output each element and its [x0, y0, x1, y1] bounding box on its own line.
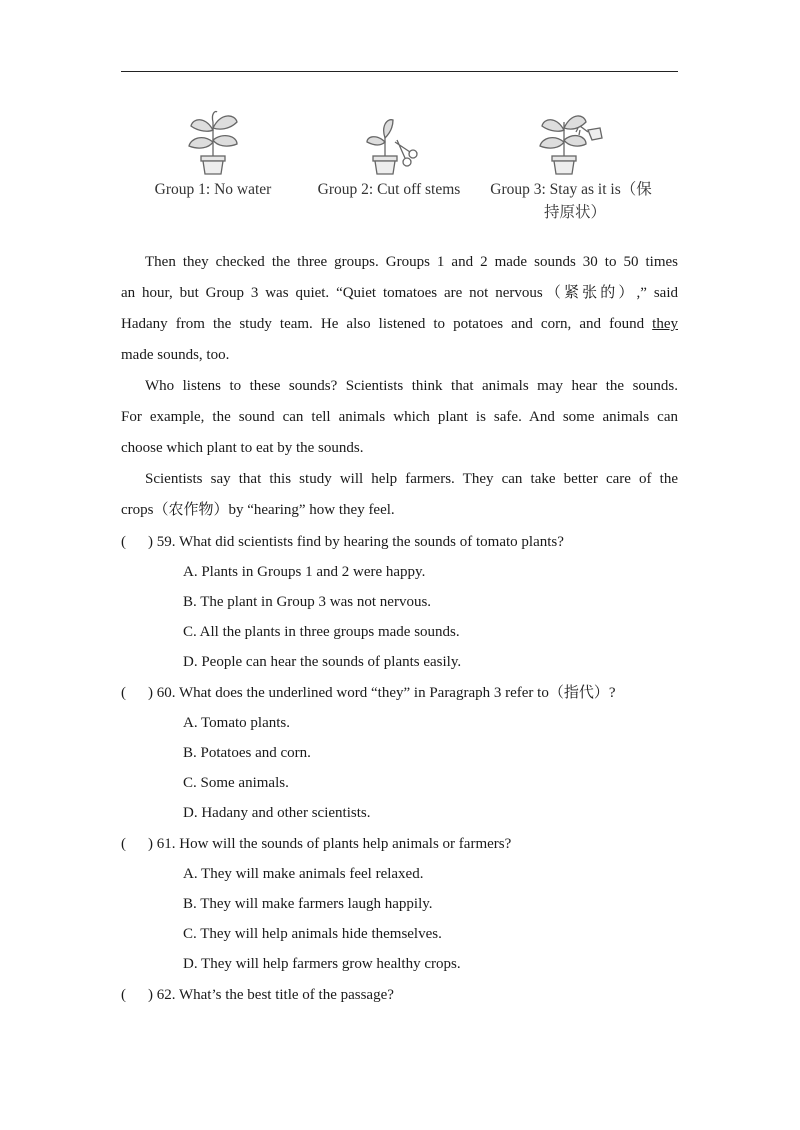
figure-caption-continued: 持原状） [543, 204, 606, 221]
text-line: For example, the sound can tell animals which plant is safe. And some animals can [121, 409, 678, 425]
answer-blank-close: ) [148, 987, 153, 1003]
option-b: B. They will make farmers laugh happily. [183, 896, 433, 912]
answer-blank-open[interactable]: ( [121, 836, 126, 852]
figure-caption: Group 1: No water [154, 181, 272, 198]
answer-blank-open[interactable]: ( [121, 534, 126, 550]
text-line: Then they checked the three groups. Groups 1 and 2 made sounds 30 to 50 times [145, 254, 678, 270]
potted-plant-with-scissors-icon [359, 108, 419, 176]
answer-blank-close: ) [148, 836, 153, 852]
question-text: 61. How will the sounds of plants help animals or farmers? [156, 836, 512, 852]
figure-caption: Group 3: Stay as it is（保 [490, 181, 652, 198]
figure-caption: Group 2: Cut off stems [317, 181, 461, 198]
text-line: Who listens to these sounds? Scientists think that animals may hear the sounds. [145, 378, 678, 394]
paragraph-1 [121, 247, 678, 371]
text-line: made sounds, too. [121, 347, 230, 363]
option-a: A. Plants in Groups 1 and 2 were happy. [183, 564, 426, 580]
option-a: A. Tomato plants. [183, 715, 290, 731]
answer-blank-close: ) [148, 534, 153, 550]
figure-group-3 [482, 108, 660, 223]
question-59 [121, 527, 564, 557]
text-line: crops（农作物）by “hearing” how they feel. [121, 502, 395, 518]
text-line [121, 309, 678, 340]
text-span: Hadany from the study team. He also listened to potatoes and corn, and found [121, 316, 653, 332]
top-rule [121, 71, 678, 72]
option-b: B. Potatoes and corn. [183, 745, 311, 761]
text-line: Scientists say that this study will help farmers. They can take better care of the [145, 471, 678, 487]
potted-plant-icon [183, 108, 243, 176]
text-line: choose which plant to eat by the sounds. [121, 440, 364, 456]
question-62 [121, 980, 394, 1010]
question-60 [121, 678, 616, 708]
question-text: 60. What does the underlined word “they” in Paragraph 3 refer to（指代）? [156, 685, 616, 701]
answer-blank-close: ) [148, 685, 153, 701]
option-a: A. They will make animals feel relaxed. [183, 866, 424, 882]
paragraph-2 [121, 371, 678, 464]
figure-group-1 [147, 108, 279, 203]
option-d: D. People can hear the sounds of plants easily. [183, 654, 462, 670]
option-c: C. Some animals. [183, 775, 289, 791]
underlined-word: they [652, 316, 678, 332]
option-c: C. They will help animals hide themselves. [183, 926, 442, 942]
question-61 [121, 829, 511, 859]
option-c: C. All the plants in three groups made sounds. [183, 624, 460, 640]
figure-group-2 [308, 108, 470, 203]
option-d: D. They will help farmers grow healthy crops. [183, 956, 461, 972]
answer-blank-open[interactable]: ( [121, 987, 126, 1003]
text-line: an hour, but Group 3 was quiet. “Quiet tomatoes are not nervous（紧张的）,” said [121, 285, 678, 301]
option-d: D. Hadany and other scientists. [183, 805, 371, 821]
question-text: 59. What did scientists find by hearing the sounds of tomato plants? [156, 534, 564, 550]
paragraph-3 [121, 464, 678, 526]
answer-blank-open[interactable]: ( [121, 685, 126, 701]
potted-plant-with-watering-can-icon [536, 108, 606, 176]
option-b: B. The plant in Group 3 was not nervous. [183, 594, 432, 610]
question-text: 62. What’s the best title of the passage? [156, 987, 394, 1003]
